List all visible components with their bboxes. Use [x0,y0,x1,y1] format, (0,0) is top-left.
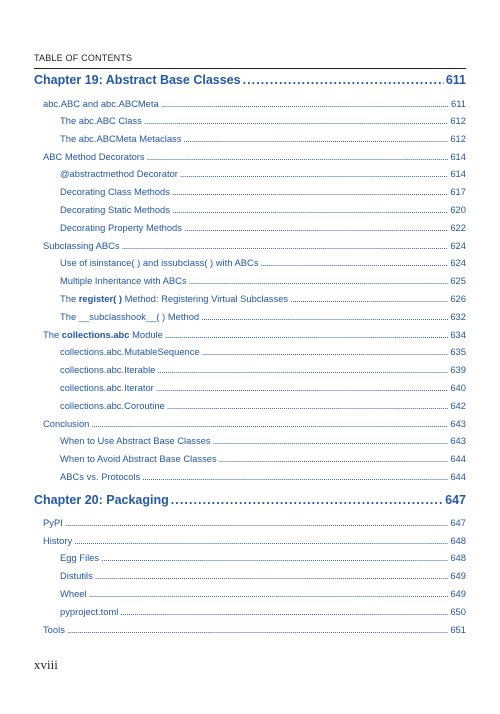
toc-entry-title: Chapter 20: Packaging [34,493,169,507]
toc-entry-title: ABC Method Decorators [43,151,145,162]
toc-entry-title: History [43,535,73,546]
page-number-footer: xviii [34,657,58,672]
toc-entry-title: PyPI [43,517,63,528]
toc-entry[interactable] [60,588,466,599]
toc-entry[interactable] [43,418,466,429]
toc-entry[interactable] [43,240,466,251]
toc-page-number: 642 [450,400,466,411]
toc-entry-title: Egg Files [60,552,100,563]
dot-leader [89,588,449,599]
toc-entry-title: ABCs vs. Protocols [60,471,141,482]
toc-page-number: 639 [450,364,466,375]
toc-page-number: 647 [450,517,466,528]
toc-entry[interactable] [60,435,466,446]
toc-entry-title: The collections.abc Module [43,329,163,340]
toc-entry[interactable] [43,535,466,546]
dot-leader [243,73,444,87]
header-rule [34,68,466,69]
dot-leader [65,517,449,528]
dot-leader [184,222,448,233]
toc-page-number: 612 [450,115,466,126]
toc-entry[interactable] [60,606,466,617]
dot-leader [201,311,448,322]
toc-page-number: 649 [450,588,466,599]
dot-leader [120,606,448,617]
toc-entry[interactable] [60,552,466,563]
toc-entry-title: collections.abc.MutableSequence [60,346,200,357]
toc-entry-title: Decorating Class Methods [60,186,170,197]
toc-page-number: 632 [450,311,466,322]
toc-page-number: 649 [450,570,466,581]
dot-leader [172,186,448,197]
toc-page-number: 650 [450,606,466,617]
toc-entry-title: The abc.ABC Class [60,115,142,126]
running-head: TABLE OF CONTENTS [34,53,133,63]
dot-leader [213,435,449,446]
dot-leader [161,98,449,109]
dot-leader [219,453,449,464]
toc-chapter-entry[interactable] [34,73,466,87]
dot-leader [101,552,448,563]
toc-entry[interactable] [60,570,466,581]
dot-leader [167,400,449,411]
toc-page-number: 651 [450,624,466,635]
toc-page-number: 624 [450,240,466,251]
toc-page-number: 640 [450,382,466,393]
toc-page-number: 643 [450,418,466,429]
dot-leader [74,535,448,546]
toc-entry[interactable] [60,222,466,233]
toc-entry[interactable] [60,453,466,464]
toc-entry[interactable] [60,133,466,144]
toc-page-number: 624 [450,257,466,268]
toc-page-number: 622 [450,222,466,233]
dot-leader [202,346,449,357]
dot-leader [147,151,449,162]
toc-page-number: 614 [450,151,466,162]
toc-entry[interactable] [43,151,466,162]
toc-entry-title: Decorating Static Methods [60,204,170,215]
toc-entry-title: abc.ABC and abc.ABCMeta [43,98,159,109]
toc-entry-title: collections.abc.Iterable [60,364,156,375]
toc-page-number: 644 [450,453,466,464]
toc-entry-title: @abstractmethod Decorator [60,168,178,179]
dot-leader [67,624,448,635]
toc-entry-title: Tools [43,624,65,635]
toc-page-number: 643 [450,435,466,446]
toc-page-number: 612 [450,133,466,144]
toc-page-number: 620 [450,204,466,215]
toc-entry-title: Decorating Property Methods [60,222,182,233]
toc-entry[interactable] [60,115,466,126]
toc-chapter-entry[interactable] [34,493,466,507]
toc-page-number: 611 [451,98,466,109]
toc-entry-title: Subclassing ABCs [43,240,120,251]
toc-page-number: 648 [450,552,466,563]
toc-entry-title: Use of isinstance( ) and issubclass( ) with ABCs [60,257,259,268]
toc-entry-title: collections.abc.Iterator [60,382,154,393]
toc-page-number: 648 [450,535,466,546]
toc-entry[interactable] [60,293,466,304]
dot-leader [144,115,449,126]
toc-entry[interactable] [43,624,466,635]
toc-page-number: 611 [445,73,466,87]
dot-leader [122,240,449,251]
dot-leader [142,471,448,482]
toc-page-number: 644 [450,471,466,482]
toc-entry-title: Distutils [60,570,93,581]
toc-entry-title: Multiple Inheritance with ABCs [60,275,187,286]
toc-page-number: 635 [450,346,466,357]
toc-entry-title: When to Use Abstract Base Classes [60,435,211,446]
toc-entry-title: Wheel [60,588,87,599]
toc-entry[interactable] [60,471,466,482]
dot-leader [91,418,448,429]
toc-page-number: 625 [450,275,466,286]
toc-entry-title: When to Avoid Abstract Base Classes [60,453,217,464]
toc-entry[interactable] [43,329,466,340]
dot-leader [157,364,448,375]
toc-page-number: 626 [450,293,466,304]
toc-entry[interactable] [60,311,466,322]
toc-entry-title: pyproject.toml [60,606,119,617]
toc-entry[interactable] [60,364,466,375]
toc-entry[interactable] [60,257,466,268]
dot-leader [290,293,448,304]
dot-leader [172,204,448,215]
toc-entry-title: Chapter 19: Abstract Base Classes [34,73,241,87]
toc-entry-title: The register( ) Method: Registering Virtual Subclasses [60,293,289,304]
dot-leader [183,133,448,144]
toc-entry[interactable] [60,186,466,197]
dot-leader [180,168,448,179]
dot-leader [156,382,449,393]
dot-leader [189,275,449,286]
dot-leader [95,570,449,581]
toc-entry-title: The abc.ABCMeta Metaclass [60,133,182,144]
toc-page-number: 614 [450,168,466,179]
toc-entry-title: collections.abc.Coroutine [60,400,165,411]
toc-entry[interactable] [60,400,466,411]
toc-page-number: 617 [450,186,466,197]
toc-entry-title: The __subclasshook__( ) Method [60,311,200,322]
toc-entry[interactable] [43,517,466,528]
toc-entry-title: Conclusion [43,418,90,429]
toc-page-number: 647 [445,493,466,507]
dot-leader [171,493,443,507]
dot-leader [165,329,448,340]
toc-entry[interactable] [60,168,466,179]
toc-entry[interactable] [60,204,466,215]
toc-entry[interactable] [60,382,466,393]
toc-page-number: 634 [450,329,466,340]
toc-entry[interactable] [60,275,466,286]
toc-entry[interactable] [43,98,466,109]
toc-entry[interactable] [60,346,466,357]
dot-leader [261,257,449,268]
